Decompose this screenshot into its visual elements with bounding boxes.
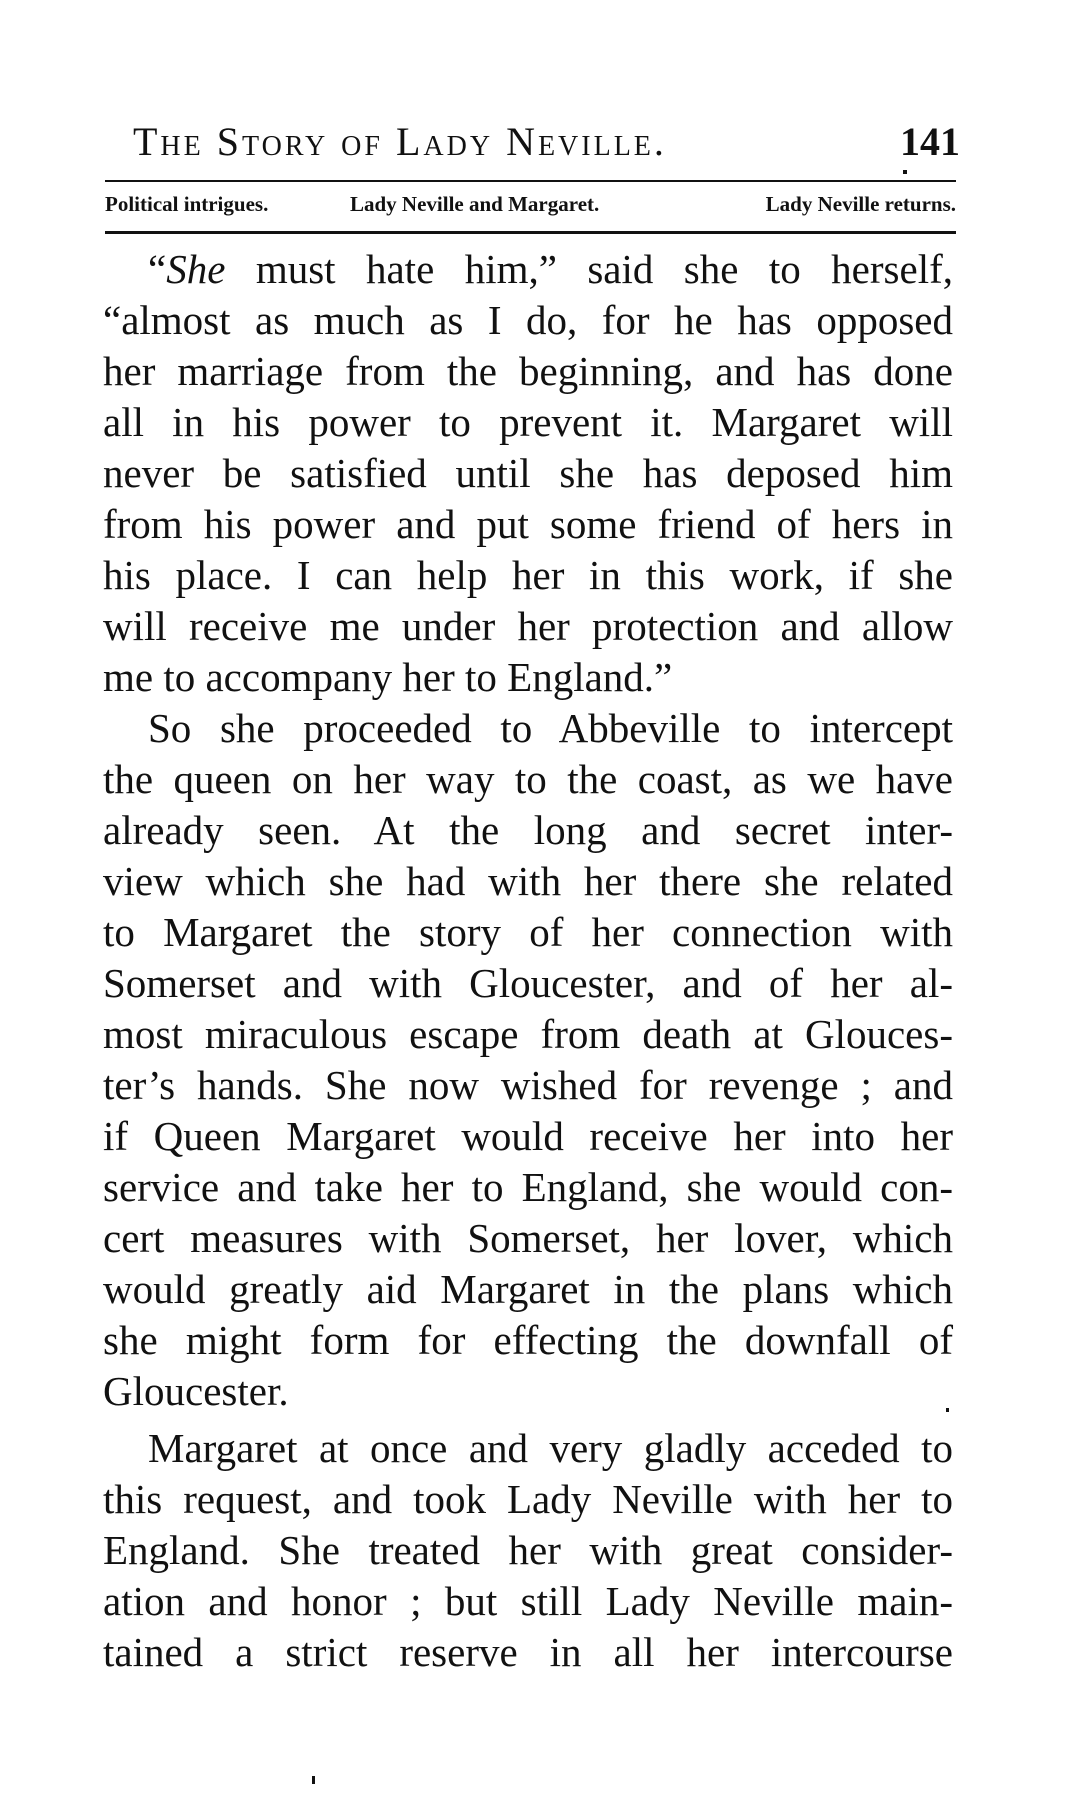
- text-line: ter’s hands. She now wished for revenge ; and: [103, 1062, 953, 1108]
- text-line: service and take her to England, she would con-: [103, 1164, 953, 1210]
- text-line: to Margaret the story of her connection with: [103, 909, 953, 955]
- topic-item: Lady Neville returns.: [765, 192, 956, 216]
- text-line: Gloucester.: [103, 1368, 289, 1414]
- text-line: this request, and took Lady Neville with her to: [103, 1476, 953, 1522]
- text-line: England. She treated her with great consider-: [103, 1527, 953, 1573]
- text-line: view which she had with her there she related: [103, 858, 953, 904]
- paragraph: [103, 703, 953, 1417]
- text-line: ation and honor ; but still Lady Neville main-: [103, 1578, 953, 1624]
- header-rule-bottom: [105, 231, 956, 234]
- page-number: 141: [900, 119, 960, 164]
- text-line: [103, 244, 953, 295]
- text-line: So she proceeded to Abbeville to intercept: [148, 705, 953, 751]
- text-line: never be satisfied until she has deposed him: [103, 450, 953, 496]
- header-rule-top: [105, 180, 956, 182]
- paragraph: [103, 244, 953, 703]
- text-line: all in his power to prevent it. Margaret will: [103, 399, 953, 445]
- text-line: his place. I can help her in this work, if she: [103, 552, 953, 598]
- scan-speck: [946, 1408, 949, 1412]
- text-line: most miraculous escape from death at Glouces-: [103, 1011, 953, 1057]
- body-text: [103, 244, 953, 1678]
- italic-word: She: [166, 246, 226, 292]
- running-head: [105, 118, 960, 178]
- text-line: me to accompany her to England.”: [103, 654, 673, 700]
- scan-speck: [312, 1776, 315, 1784]
- text-line: cert measures with Somerset, her lover, which: [103, 1215, 953, 1261]
- text-line: tained a strict reserve in all her intercourse: [103, 1629, 953, 1675]
- line-rest: must hate him,” said she to herself,: [225, 246, 953, 292]
- paragraph: [103, 1423, 953, 1678]
- text-line: if Queen Margaret would receive her into her: [103, 1113, 953, 1159]
- scan-speck: [903, 170, 907, 174]
- text-line: she might form for effecting the downfall of: [103, 1317, 953, 1363]
- text-line: Somerset and with Gloucester, and of her al-: [103, 960, 953, 1006]
- text-line: the queen on her way to the coast, as we have: [103, 756, 953, 802]
- text-line: Margaret at once and very gladly acceded to: [148, 1425, 953, 1471]
- text-line: “almost as much as I do, for he has opposed: [103, 297, 953, 343]
- text-line: from his power and put some friend of hers in: [103, 501, 953, 547]
- text-line: her marriage from the beginning, and has done: [103, 348, 953, 394]
- topic-item: Lady Neville and Margaret.: [350, 192, 600, 216]
- topic-summary: [105, 192, 956, 224]
- text-line: will receive me under her protection and allow: [103, 603, 953, 649]
- text-line: would greatly aid Margaret in the plans which: [103, 1266, 953, 1312]
- text-line: already seen. At the long and secret inter-: [103, 807, 953, 853]
- open-quote: “: [148, 246, 167, 292]
- topic-item: Political intrigues.: [105, 192, 269, 216]
- running-title: The Story of Lady Neville.: [133, 119, 667, 164]
